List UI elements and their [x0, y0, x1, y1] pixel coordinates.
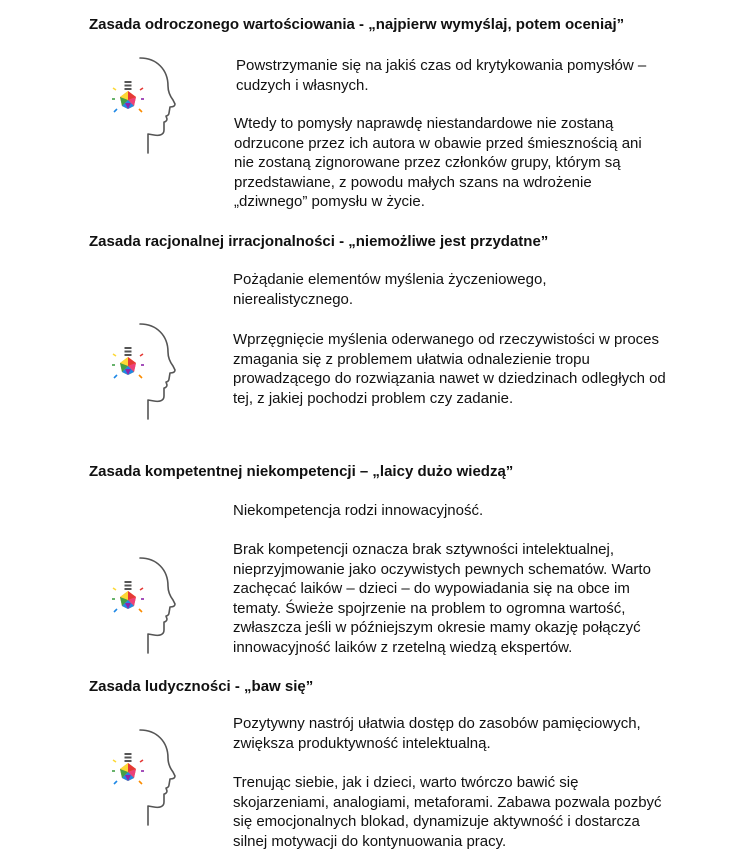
- section-4-heading: Zasada ludyczności - „baw się”: [89, 678, 314, 695]
- head-with-lightbulb-icon: [112, 56, 182, 156]
- section-4-paragraph-2: Trenując siebie, jak i dzieci, warto twórczo bawić się skojarzeniami, analogiami, metaforami. Zabawa pozwala pozbyć się emocjonalnych blokad, dynamizuje aktywność i dostarcza silnej motywacji do kontynuowania pracy.: [233, 774, 662, 850]
- section-3-heading: Zasada kompetentnej niekompetencji – „laicy dużo wiedzą”: [89, 463, 514, 480]
- section-3-paragraph-1: Niekompetencja rodzi innowacyjność.: [233, 502, 484, 519]
- section-1-paragraph-1: Powstrzymanie się na jakiś czas od krytykowania pomysłów – cudzych i własnych.: [236, 57, 647, 94]
- head-with-lightbulb-icon: [112, 322, 182, 422]
- section-2-paragraph-2: Wprzęgnięcie myślenia oderwanego od rzeczywistości w proces zmagania się z problemem ułatwia odnalezienie tropu prowadzącego do rozwiązania nawet w dziedzinach odległych od tej, z jakiej pochodzi problem czy zadanie.: [233, 331, 666, 407]
- section-3-paragraph-2: Brak kompetencji oznacza brak sztywności intelektualnej, nieprzyjmowanie jako oczywistych pewnych schematów. Warto zachęcać laików – dzieci – do wypowiadania się na obce im tematy. Świeże spojrzenie na problem to ogromna wartość, zwłaszcza jeśli w późniejszym okresie mamy okazję połączyć innowacyjność laików z rzetelną wiedzą ekspertów.: [233, 541, 651, 656]
- section-2-heading: Zasada racjonalnej irracjonalności - „niemożliwe jest przydatne”: [89, 233, 549, 250]
- head-with-lightbulb-icon: [112, 728, 182, 828]
- section-1-paragraph-2: Wtedy to pomysły naprawdę niestandardowe nie zostaną odrzucone przez ich autora w obawie przed śmiesznością ani nie zostaną zignorowane przez członków grupy, którym są przedstawiane, z powodu małych szans na wdrożenie „dziwnego” pomysłu w życie.: [234, 115, 642, 210]
- section-1-heading: Zasada odroczonego wartościowania - „najpierw wymyślaj, potem oceniaj”: [89, 16, 625, 33]
- section-4-paragraph-1: Pozytywny nastrój ułatwia dostęp do zasobów pamięciowych, zwiększa produktywność intelektualną.: [233, 715, 641, 752]
- section-2-paragraph-1: Pożądanie elementów myślenia życzeniowego, nierealistycznego.: [233, 271, 547, 308]
- head-with-lightbulb-icon: [112, 556, 182, 656]
